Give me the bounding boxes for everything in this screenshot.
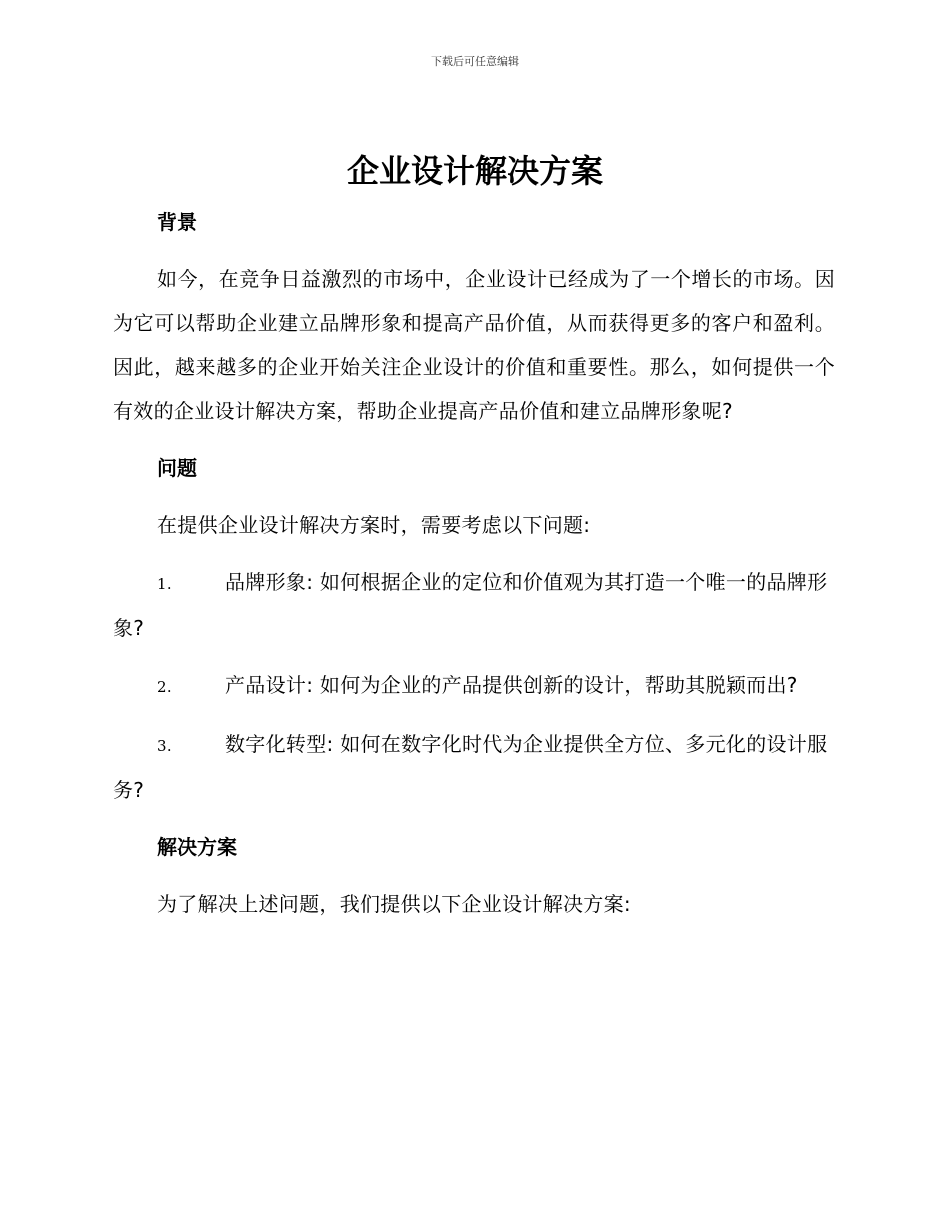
document-title: 企业设计解决方案 [346, 152, 603, 190]
section-heading-problems: 问题 [157, 456, 197, 480]
problems-intro: 在提供企业设计解决方案时，需要考虑以下问题: [157, 513, 591, 537]
list-item-text: 品牌形象: 如何根据企业的定位和价值观为其打造一个唯一的品牌形象? [113, 570, 828, 640]
background-paragraph: 如今，在竞争日益激烈的市场中，企业设计已经成为了一个增长的市场。因为它可以帮助企业建立品牌形象和提高产品价值，从而获得更多的客户和盈利。因此，越来越多的企业开始关注企业设计的价值和重要性。那么，如何提供一个有效的企业设计解决方案，帮助企业提高产品价值和建立品牌形象呢? [113, 267, 835, 423]
document-body [113, 200, 835, 926]
list-number: 3. [157, 737, 172, 755]
problem-list-item [113, 722, 835, 812]
list-number: 1. [157, 575, 172, 593]
list-item-text: 产品设计: 如何为企业的产品提供创新的设计，帮助其脱颖而出? [225, 673, 798, 697]
list-number: 2. [157, 678, 172, 696]
problem-list-item [113, 663, 835, 709]
header-note: 下载后可任意编辑 [431, 55, 519, 68]
section-heading-solution: 解决方案 [157, 835, 237, 859]
solution-intro: 为了解决上述问题，我们提供以下企业设计解决方案: [157, 892, 631, 916]
section-heading-background: 背景 [157, 210, 197, 234]
list-item-text: 数字化转型: 如何在数字化时代为企业提供全方位、多元化的设计服务? [113, 732, 828, 802]
problem-list-item [113, 560, 835, 650]
